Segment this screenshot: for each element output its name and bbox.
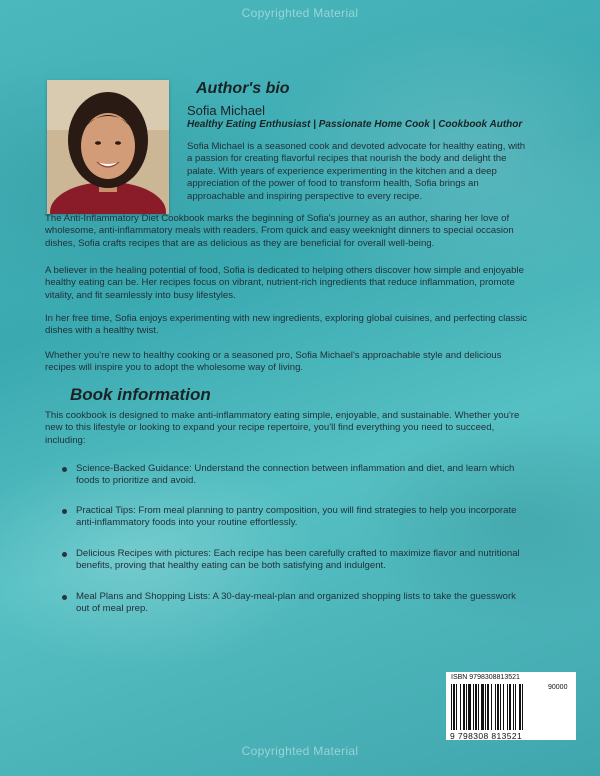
bullet-dot-icon	[62, 509, 67, 514]
bullet-text: Practical Tips: From meal planning to pantry composition, you will find strategies to help you incorporate anti-inflammatory foods into your routine effortlessly.	[76, 505, 517, 529]
barcode-bars	[451, 684, 543, 730]
bio-paragraph: Sofia Michael is a seasoned cook and devoted advocate for healthy eating, with a passion for creating flavorful recipes that nourish the body and delight the palate. With years of experience experimenting in the kitchen and a deep appreciation of the power of food to transform health, Sofia brings an approachable and inspiring perspective to every recipe.	[187, 141, 526, 202]
bio-paragraph: The Anti-Inflammatory Diet Cookbook marks the beginning of Sofia's journey as an author, sharing her love of wholesome, anti-inflammatory meals with readers. From quick and easy weeknight dinners to special occasion dishes, Sofia crafts recipes that are as delicious as they are beneficial for overall well-being.	[45, 213, 514, 249]
bullet-item	[58, 505, 528, 530]
bullet-dot-icon	[62, 552, 67, 557]
isbn-barcode	[446, 672, 576, 740]
bullet-text: Science-Backed Guidance: Understand the connection between inflammation and diet, and learn which foods to prioritize and avoid.	[76, 463, 515, 487]
author-bio-heading: Author's bio	[196, 80, 290, 97]
watermark-bottom: Copyrighted Material	[241, 744, 359, 758]
isbn-label: ISBN 9798308813521	[451, 674, 520, 681]
book-intro: This cookbook is designed to make anti-inflammatory eating simple, enjoyable, and sustainable. Whether you're new to this lifestyle or looking to expand your recipe repertoire, you'll find everything you need to succeed, including:	[45, 410, 520, 446]
author-name: Sofia Michael	[187, 103, 266, 118]
barcode-number: 9 798308 813521	[450, 731, 523, 741]
bio-paragraph: A believer in the healing potential of food, Sofia is dedicated to helping others discover how simple and enjoyable healthy eating can be. Her recipes focus on vibrant, nutrient-rich ingredients that reduce inflammation, promote vitality, and fit seamlessly into busy lifestyles.	[45, 265, 524, 301]
price-code: 90000	[548, 684, 568, 691]
bullet-text: Meal Plans and Shopping Lists: A 30-day-meal-plan and organized shopping lists to take the guesswork out of meal prep.	[76, 591, 516, 615]
bullet-text: Delicious Recipes with pictures: Each recipe has been carefully crafted to maximize flavor and nutritional benefits, proving that healthy eating can be both satisfying and indulgent.	[76, 548, 520, 572]
bullet-dot-icon	[62, 467, 67, 472]
bullet-item	[58, 591, 528, 616]
author-photo	[47, 80, 169, 214]
watermark-top: Copyrighted Material	[241, 6, 359, 20]
bullet-dot-icon	[62, 595, 67, 600]
bio-paragraph: In her free time, Sofia enjoys experimenting with new ingredients, exploring global cuisines, and perfecting classic dishes with a healthy twist.	[45, 313, 528, 337]
bio-paragraph: Whether you're new to healthy cooking or a seasoned pro, Sofia Michael's approachable style and delicious recipes will inspire you to adopt the wholesome way of living.	[45, 350, 502, 374]
book-info-heading: Book information	[70, 385, 211, 404]
bullet-item	[58, 463, 528, 488]
author-subtitle: Healthy Eating Enthusiast | Passionate Home Cook | Cookbook Author	[187, 119, 523, 130]
bullet-item	[58, 548, 528, 573]
